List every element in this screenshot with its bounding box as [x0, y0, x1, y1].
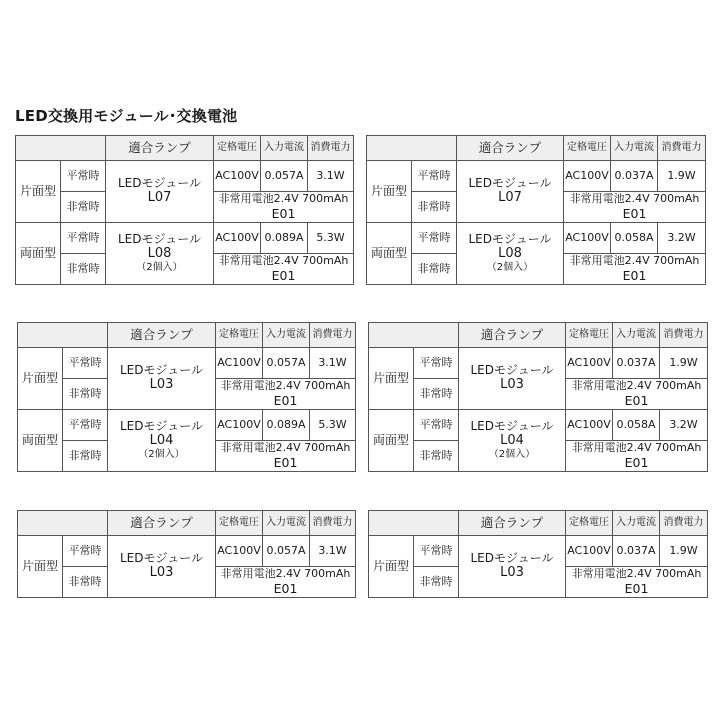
battery-code: E01 [271, 268, 296, 284]
lamp-cell [106, 161, 214, 223]
lamp-name: LEDモジュール [468, 176, 552, 191]
rated-voltage: AC100V [564, 161, 611, 192]
header-current: 入力電流 [261, 136, 308, 161]
header-blank-cell [369, 511, 459, 536]
power-consumption: 1.9W [660, 536, 708, 567]
header-lamp: 適合ランプ [108, 323, 216, 348]
mode-emergency: 非常時 [412, 192, 457, 223]
rated-voltage: AC100V [566, 536, 613, 567]
header-blank-cell [16, 136, 106, 161]
header-power: 消費電力 [658, 136, 706, 161]
battery-cell [564, 254, 706, 285]
lamp-code: L03 [149, 564, 174, 580]
header-lamp: 適合ランプ [457, 136, 564, 161]
battery-cell [216, 379, 356, 410]
lamp-cell [106, 223, 214, 285]
header-blank-cell [369, 323, 459, 348]
header-voltage: 定格電圧 [214, 136, 261, 161]
battery-cell [566, 567, 708, 598]
mode-normal: 平常時 [414, 410, 459, 441]
mode-emergency: 非常時 [63, 379, 108, 410]
type-label: 片面型 [16, 161, 61, 223]
power-consumption: 3.2W [658, 223, 706, 254]
power-consumption: 1.9W [658, 161, 706, 192]
type-label: 両面型 [367, 223, 412, 285]
battery-code: E01 [624, 393, 649, 409]
type-label: 片面型 [369, 536, 414, 598]
lamp-code: L08 [147, 246, 172, 262]
battery-code: E01 [271, 206, 296, 222]
header-voltage: 定格電圧 [564, 136, 611, 161]
input-current: 0.037A [613, 536, 660, 567]
header-current: 入力電流 [263, 323, 310, 348]
lamp-name: LEDモジュール [468, 232, 552, 247]
lamp-name: LEDモジュール [119, 551, 204, 566]
header-current: 入力電流 [613, 323, 660, 348]
spec-table [15, 135, 354, 285]
battery-code: E01 [273, 581, 298, 597]
lamp-cell [459, 536, 566, 598]
input-current: 0.057A [263, 536, 310, 567]
header-voltage: 定格電圧 [216, 511, 263, 536]
rated-voltage: AC100V [564, 223, 611, 254]
power-consumption: 1.9W [660, 348, 708, 379]
header-lamp: 適合ランプ [106, 136, 214, 161]
header-lamp: 適合ランプ [108, 511, 216, 536]
mode-emergency: 非常時 [63, 567, 108, 598]
header-power: 消費電力 [308, 136, 354, 161]
battery-cell [566, 441, 708, 472]
power-consumption: 3.1W [310, 536, 356, 567]
type-label: 両面型 [16, 223, 61, 285]
battery-cell [216, 567, 356, 598]
spec-table [17, 322, 356, 472]
header-current: 入力電流 [263, 511, 310, 536]
type-label: 両面型 [369, 410, 414, 472]
header-power: 消費電力 [660, 511, 708, 536]
mode-emergency: 非常時 [63, 441, 108, 472]
battery-cell [214, 192, 354, 223]
lamp-quantity: （2個入） [486, 262, 534, 274]
input-current: 0.037A [613, 348, 660, 379]
mode-normal: 平常時 [61, 223, 106, 254]
battery-label: 非常用電池2.4V 700mAh [571, 441, 702, 455]
mode-normal: 平常時 [412, 223, 457, 254]
battery-code: E01 [624, 581, 649, 597]
lamp-name: LEDモジュール [117, 176, 202, 191]
lamp-code: L04 [500, 433, 524, 449]
header-current: 入力電流 [613, 511, 660, 536]
battery-code: E01 [273, 455, 298, 471]
lamp-cell [108, 348, 216, 410]
battery-cell [216, 441, 356, 472]
mode-emergency: 非常時 [61, 192, 106, 223]
battery-label: 非常用電池2.4V 700mAh [220, 379, 351, 393]
lamp-name: LEDモジュール [470, 419, 554, 434]
input-current: 0.037A [611, 161, 658, 192]
battery-label: 非常用電池2.4V 700mAh [569, 254, 700, 268]
lamp-quantity: （2個入） [138, 449, 185, 461]
header-blank-cell [18, 511, 108, 536]
lamp-name: LEDモジュール [470, 363, 554, 378]
battery-cell [214, 254, 354, 285]
type-label: 片面型 [367, 161, 412, 223]
header-lamp: 適合ランプ [459, 511, 566, 536]
power-consumption: 5.3W [308, 223, 354, 254]
battery-code: E01 [622, 268, 647, 284]
header-blank-cell [18, 323, 108, 348]
lamp-name: LEDモジュール [119, 419, 204, 434]
power-consumption: 3.1W [308, 161, 354, 192]
type-label: 片面型 [369, 348, 414, 410]
mode-normal: 平常時 [61, 161, 106, 192]
mode-emergency: 非常時 [414, 567, 459, 598]
lamp-code: L04 [149, 433, 174, 449]
input-current: 0.089A [263, 410, 310, 441]
rated-voltage: AC100V [216, 410, 263, 441]
spec-table [368, 322, 708, 472]
rated-voltage: AC100V [214, 161, 261, 192]
spec-table [368, 510, 708, 598]
input-current: 0.089A [261, 223, 308, 254]
battery-label: 非常用電池2.4V 700mAh [220, 567, 351, 581]
power-consumption: 3.2W [660, 410, 708, 441]
lamp-cell [459, 348, 566, 410]
page-title: LED交換用モジュール･交換電池 [15, 107, 238, 125]
header-current: 入力電流 [611, 136, 658, 161]
mode-emergency: 非常時 [412, 254, 457, 285]
mode-emergency: 非常時 [61, 254, 106, 285]
lamp-cell [108, 410, 216, 472]
header-power: 消費電力 [310, 323, 356, 348]
battery-label: 非常用電池2.4V 700mAh [218, 254, 349, 268]
lamp-cell [457, 161, 564, 223]
lamp-name: LEDモジュール [117, 232, 202, 247]
header-voltage: 定格電圧 [216, 323, 263, 348]
header-blank-cell [367, 136, 457, 161]
lamp-code: L07 [147, 189, 172, 205]
rated-voltage: AC100V [566, 348, 613, 379]
header-lamp: 適合ランプ [459, 323, 566, 348]
lamp-cell [108, 536, 216, 598]
battery-label: 非常用電池2.4V 700mAh [571, 379, 702, 393]
battery-label: 非常用電池2.4V 700mAh [569, 192, 700, 206]
lamp-code: L03 [500, 376, 524, 392]
mode-normal: 平常時 [63, 348, 108, 379]
battery-code: E01 [622, 206, 647, 222]
battery-cell [566, 379, 708, 410]
spec-table [366, 135, 706, 285]
lamp-cell [459, 410, 566, 472]
battery-code: E01 [273, 393, 298, 409]
input-current: 0.057A [263, 348, 310, 379]
lamp-code: L03 [500, 564, 524, 580]
mode-emergency: 非常時 [414, 379, 459, 410]
lamp-name: LEDモジュール [470, 551, 554, 566]
type-label: 片面型 [18, 536, 63, 598]
input-current: 0.057A [261, 161, 308, 192]
rated-voltage: AC100V [566, 410, 613, 441]
lamp-name: LEDモジュール [119, 363, 204, 378]
battery-label: 非常用電池2.4V 700mAh [220, 441, 351, 455]
mode-normal: 平常時 [414, 348, 459, 379]
header-voltage: 定格電圧 [566, 323, 613, 348]
mode-emergency: 非常時 [414, 441, 459, 472]
battery-label: 非常用電池2.4V 700mAh [571, 567, 702, 581]
spec-table [17, 510, 356, 598]
battery-cell [564, 192, 706, 223]
mode-normal: 平常時 [412, 161, 457, 192]
battery-label: 非常用電池2.4V 700mAh [218, 192, 349, 206]
lamp-cell [457, 223, 564, 285]
type-label: 片面型 [18, 348, 63, 410]
lamp-code: L07 [498, 189, 522, 205]
rated-voltage: AC100V [216, 536, 263, 567]
input-current: 0.058A [613, 410, 660, 441]
input-current: 0.058A [611, 223, 658, 254]
rated-voltage: AC100V [216, 348, 263, 379]
mode-normal: 平常時 [63, 536, 108, 567]
lamp-code: L08 [498, 246, 522, 262]
header-power: 消費電力 [310, 511, 356, 536]
header-voltage: 定格電圧 [566, 511, 613, 536]
battery-code: E01 [624, 455, 649, 471]
lamp-quantity: （2個入） [488, 449, 536, 461]
mode-normal: 平常時 [63, 410, 108, 441]
type-label: 両面型 [18, 410, 63, 472]
mode-normal: 平常時 [414, 536, 459, 567]
power-consumption: 5.3W [310, 410, 356, 441]
rated-voltage: AC100V [214, 223, 261, 254]
lamp-code: L03 [149, 376, 174, 392]
power-consumption: 3.1W [310, 348, 356, 379]
header-power: 消費電力 [660, 323, 708, 348]
lamp-quantity: （2個入） [136, 262, 183, 274]
